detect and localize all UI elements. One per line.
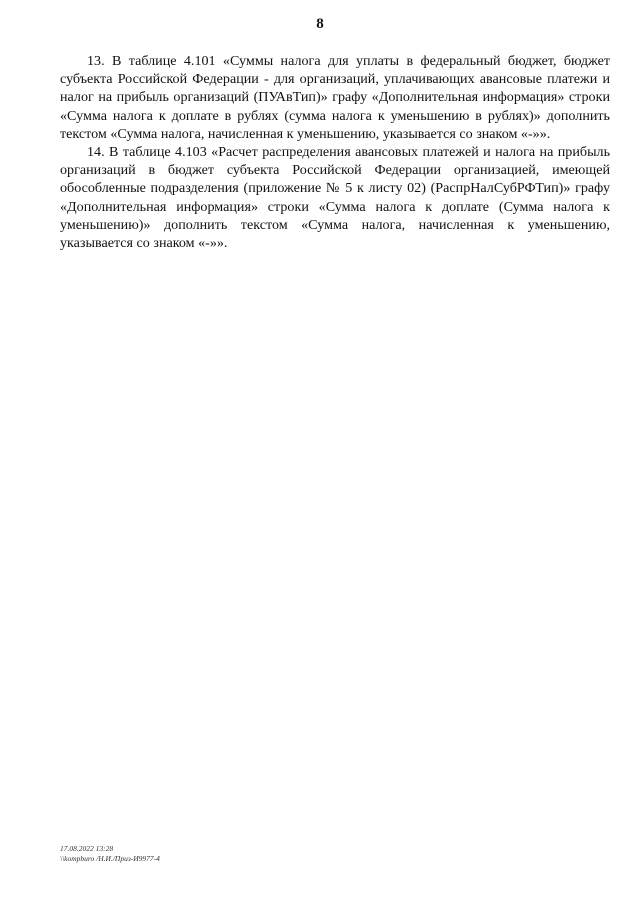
page-number: 8 — [316, 16, 324, 32]
document-body — [60, 52, 610, 252]
footer-timestamp: 17.08.2022 13:28 — [60, 844, 114, 853]
paragraph-14: 14. В таблице 4.103 «Расчет распределения авансовых платежей и налога на прибыль организаций в бюджет субъекта Российской Федерации организацией, имеющей обособленные подразделения (приложение № 5 к листу 02) (РаспрНалСубРФТип)» графу «Дополнительная информация» строки «Сумма налога к доплате (Сумма налога к уменьшению)» дополнить текстом «Сумма налога, начисленная к уменьшению, указывается со знаком «-»». — [60, 144, 610, 252]
document-footer — [60, 844, 160, 864]
paragraph-13: 13. В таблице 4.101 «Суммы налога для уплаты в федеральный бюджет, бюджет субъекта Российской Федерации - для организаций, уплачивающих авансовые платежи и налог на прибыль организаций (ПУАвТип)» графу «Дополнительная информация» строки «Сумма налога к доплате в рублях (сумма налога к уменьшению в рублях)» дополнить текстом «Сумма налога, начисленная к уменьшению, указывается со знаком «-»». — [60, 53, 610, 142]
footer-file-path: \\kompburo /Н.И./Приз-И9977-4 — [60, 854, 160, 863]
